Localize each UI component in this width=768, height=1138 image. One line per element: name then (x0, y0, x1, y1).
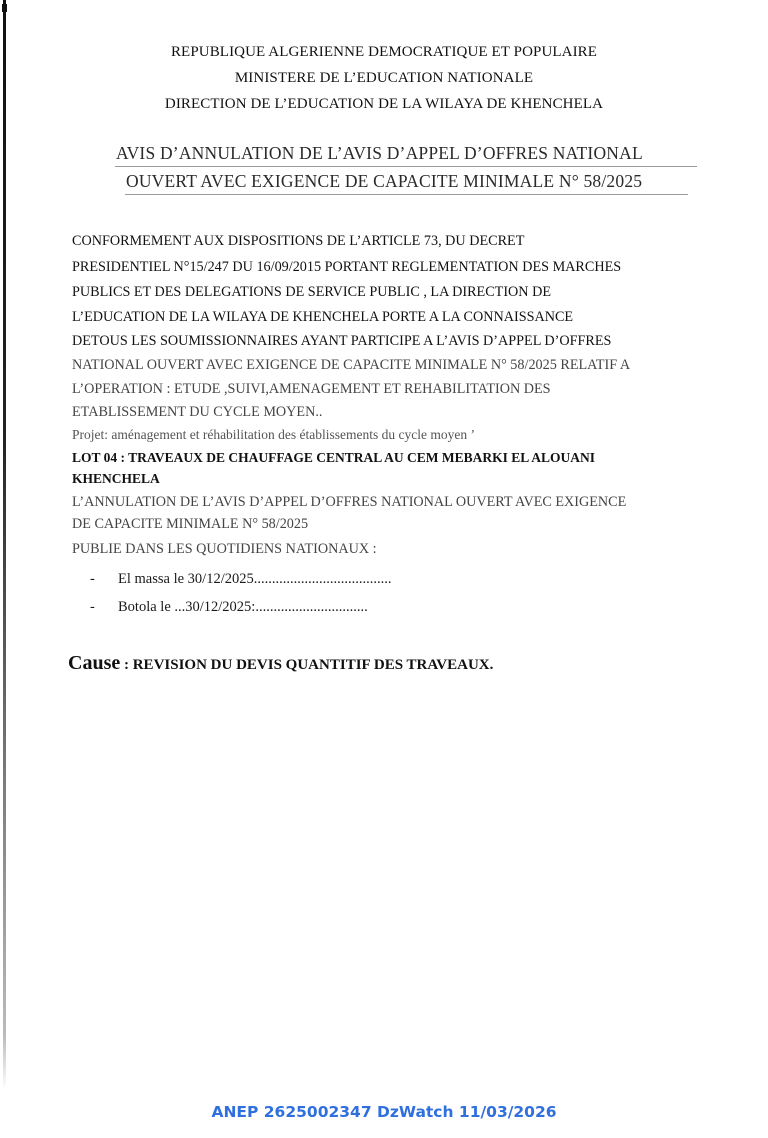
title-underline-2 (125, 194, 688, 195)
body-line: CONFORMEMENT AUX DISPOSITIONS DE L’ARTICLE 73, DU DECRET (72, 233, 525, 249)
cause-label: Cause (68, 652, 121, 674)
publie-heading: PUBLIE DANS LES QUOTIDIENS NATIONAUX : (72, 541, 377, 557)
footer-reference: ANEP 2625002347 DzWatch 11/03/2026 (211, 1103, 557, 1121)
lot-line-location: KHENCHELA (72, 471, 160, 486)
body-line: ETABLISSEMENT DU CYCLE MOYEN.. (72, 404, 323, 420)
body-line: L’OPERATION : ETUDE ,SUIVI,AMENAGEMENT ET REHABILITATION DES (72, 381, 551, 397)
header-direction: DIRECTION DE L’EDUCATION DE LA WILAYA DE KHENCHELA (164, 96, 604, 112)
lot-line: LOT 04 : TRAVEAUX DE CHAUFFAGE CENTRAL AU CEM MEBARKI EL ALOUANI (72, 450, 595, 465)
title-underline-1 (115, 166, 697, 167)
body-line: DETOUS LES SOUMISSIONNAIRES AYANT PARTICIPE A L’AVIS D’APPEL D’OFFRES (72, 333, 612, 349)
publication-text: Botola le ...30/12/2025:............................... (118, 599, 368, 615)
header-republic: REPUBLIQUE ALGERIENNE DEMOCRATIQUE ET POPULAIRE (170, 44, 598, 60)
cause-line (68, 652, 493, 675)
list-dash: - (90, 599, 95, 615)
body-line: NATIONAL OUVERT AVEC EXIGENCE DE CAPACITE MINIMALE N° 58/2025 RELATIF A (72, 357, 631, 373)
annulation-line-number: DE CAPACITE MINIMALE N° 58/2025 (72, 516, 309, 532)
body-line: L’EDUCATION DE LA WILAYA DE KHENCHELA PORTE A LA CONNAISSANCE (72, 309, 574, 325)
list-dash: - (90, 571, 95, 587)
body-line: PUBLICS ET DES DELEGATIONS DE SERVICE PUBLIC , LA DIRECTION DE (72, 284, 552, 300)
header-ministry: MINISTERE DE L’EDUCATION NATIONALE (234, 70, 534, 86)
body-line: PRESIDENTIEL N°15/247 DU 16/09/2015 PORTANT REGLEMENTATION DES MARCHES (72, 259, 622, 275)
publication-text: El massa le 30/12/2025...................................... (118, 571, 392, 587)
publication-item (90, 599, 368, 616)
publication-item (90, 571, 391, 588)
scan-edge-line (3, 0, 6, 1090)
title-line-2: OUVERT AVEC EXIGENCE DE CAPACITE MINIMALE N° 58/2025 (126, 171, 643, 191)
annulation-line: L’ANNULATION DE L’AVIS D’APPEL D’OFFRES NATIONAL OUVERT AVEC EXIGENCE (72, 494, 627, 510)
title-line-1: AVIS D’ANNULATION DE L’AVIS D’APPEL D’OFFRES NATIONAL (116, 143, 643, 163)
projet-line: Projet: aménagement et réhabilitation des établissements du cycle moyen ʼ (72, 427, 475, 442)
scan-edge-mark (2, 4, 7, 12)
cause-text: : REVISION DU DEVIS QUANTITIF DES TRAVEAUX. (120, 657, 494, 673)
